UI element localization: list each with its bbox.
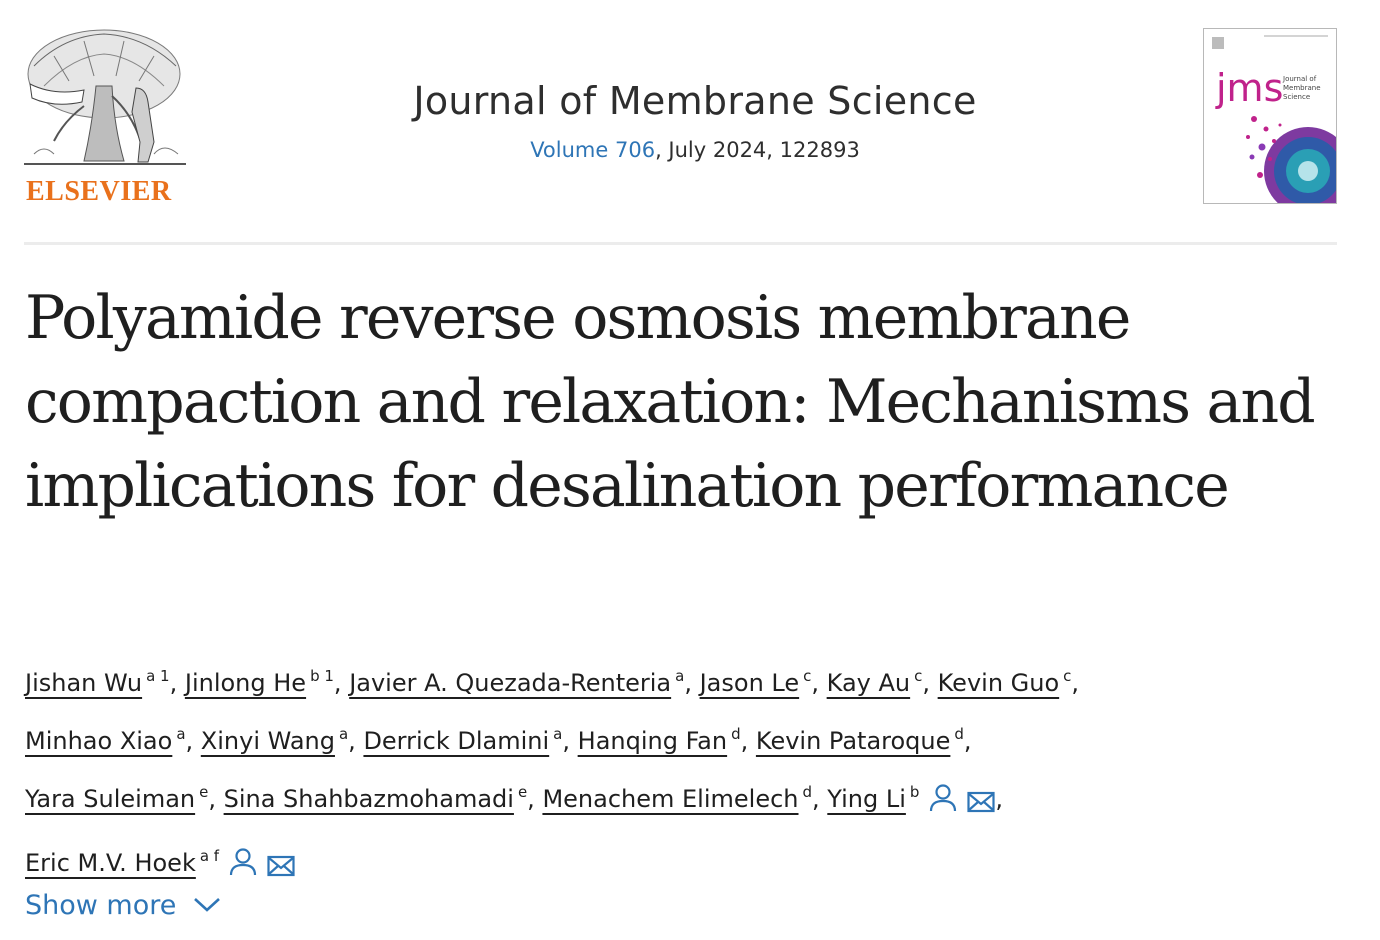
author-link[interactable]: Jinlong He (184, 669, 307, 697)
author-link[interactable]: Kevin Guo (937, 669, 1060, 697)
author-affiliation: a 1 (146, 667, 170, 685)
show-more-button[interactable] (25, 890, 222, 921)
author-affiliation: c (914, 667, 923, 685)
author-affiliation: d (731, 725, 741, 743)
author-link[interactable]: Sina Shahbazmohamadi (223, 785, 514, 813)
author-link[interactable]: Ying Li (827, 785, 906, 813)
author-item: Xinyi Wang $^a$, (200, 725, 364, 755)
journal-info (300, 78, 1090, 162)
mail-icon[interactable] (967, 780, 995, 831)
author-affiliation: b (909, 783, 920, 801)
author-link[interactable]: Yara Suleiman (25, 785, 196, 813)
author-affiliation: a f (199, 847, 220, 865)
publisher-logo[interactable] (24, 26, 186, 208)
volume-link[interactable]: Volume 706 (530, 138, 656, 162)
author-item: Yara Suleiman $^e$, (25, 783, 224, 813)
author-item: Kevin Pataroque $^d$, (755, 725, 972, 755)
author-link[interactable]: Xinyi Wang (200, 727, 335, 755)
author-link[interactable]: Eric M.V. Hoek (25, 849, 196, 877)
author-affiliation: a (338, 725, 349, 743)
author-link[interactable]: Javier A. Quezada-Renteria (349, 669, 672, 697)
author-affiliation: a (176, 725, 186, 743)
show-more-label: Show more (25, 890, 177, 921)
author-link[interactable]: Jishan Wu (25, 669, 143, 697)
cover-title-line2: Membrane (1283, 84, 1321, 92)
author-item: Ying Li $^b$ , (827, 785, 1003, 813)
author-item: Menachem Elimelech $^d$, (542, 783, 828, 813)
author-link[interactable]: Minhao Xiao (25, 727, 173, 755)
author-link[interactable]: Hanqing Fan (577, 727, 728, 755)
author-item: Derrick Dlamini $^a$, (363, 725, 578, 755)
author-item: Kevin Guo $^c$, (937, 667, 1080, 697)
author-affiliation: d (954, 725, 964, 743)
author-affiliation: a (675, 667, 685, 685)
author-affiliation: c (803, 667, 812, 685)
author-link[interactable]: Menachem Elimelech (542, 785, 799, 813)
journal-title[interactable]: Journal of Membrane Science (413, 79, 977, 123)
mail-icon[interactable] (267, 844, 295, 895)
author-affiliation: e (199, 783, 209, 801)
author-link[interactable]: Derrick Dlamini (363, 727, 550, 755)
author-list (25, 651, 1345, 895)
cover-title-line3: Science (1283, 93, 1311, 101)
author-affiliation: a (553, 725, 563, 743)
author-item: Javier A. Quezada-Renteria $^a$, (349, 667, 700, 697)
author-affiliation: c (1063, 667, 1072, 685)
author-affiliation: b 1 (310, 667, 334, 685)
person-icon[interactable] (929, 780, 957, 831)
person-icon[interactable] (229, 844, 257, 895)
author-affiliation: d (802, 783, 813, 801)
author-link[interactable]: Jason Le (699, 669, 800, 697)
cover-abbrev: jms (1216, 66, 1284, 110)
author-affiliation: e (517, 783, 528, 801)
author-link[interactable]: Kay Au (826, 669, 911, 697)
publisher-name: ELSEVIER (26, 176, 172, 207)
tree-and-scholar-logo-icon (24, 26, 186, 171)
author-item (25, 849, 295, 877)
header-divider (24, 242, 1337, 245)
journal-cover-art (1204, 29, 1336, 203)
journal-cover-thumbnail[interactable] (1203, 28, 1337, 204)
author-item: Minhao Xiao $^a$, (25, 725, 201, 755)
issue-details: , July 2024, 122893 (655, 138, 860, 162)
author-item: Jason Le $^c$, (699, 667, 827, 697)
author-item: Jinlong He $^{b 1}$, (184, 667, 350, 697)
article-title: Polyamide reverse osmosis membrane compaction and relaxation: Mechanisms and implications for desalination performance (25, 283, 1314, 521)
author-item: Jishan Wu $^{a 1}$, (25, 667, 185, 697)
author-item: Kay Au $^c$, (826, 667, 938, 697)
author-link[interactable]: Kevin Pataroque (755, 727, 951, 755)
chevron-down-icon (192, 890, 222, 921)
cover-title-line1: Journal of (1283, 75, 1317, 83)
journal-issue-info (300, 138, 1090, 162)
author-item: Sina Shahbazmohamadi $^e$, (223, 783, 543, 813)
author-item: Hanqing Fan $^d$, (577, 725, 756, 755)
